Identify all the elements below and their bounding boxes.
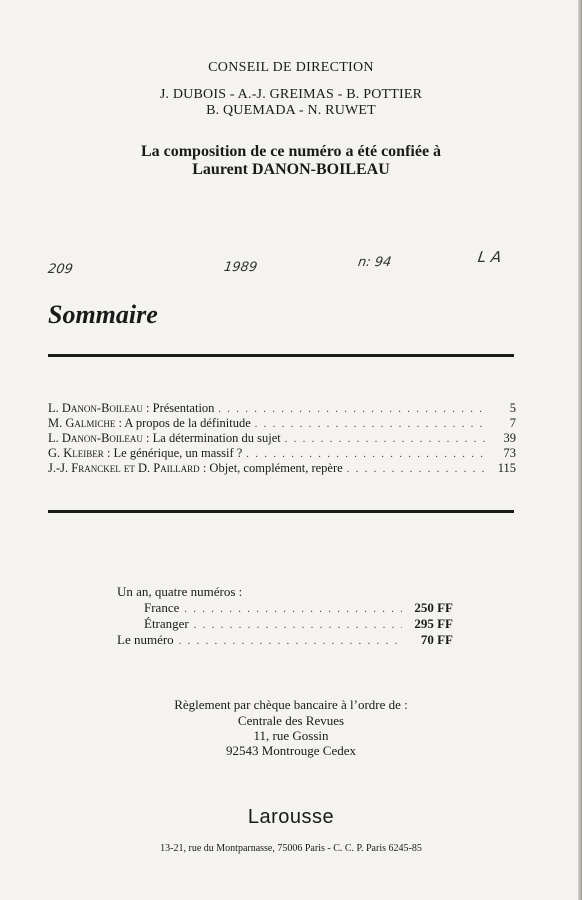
leader-dots (179, 634, 402, 650)
leader-dots (184, 602, 402, 618)
subscription-intro: Un an, quatre numéros : (117, 584, 243, 599)
handwritten-note: n: 94 (356, 255, 393, 270)
leader-dots (246, 447, 488, 462)
toc-entry[interactable] (48, 431, 516, 446)
page-edge-shadow (578, 0, 582, 900)
payment-street: 11, rue Gossin (253, 728, 329, 743)
council-members-line-2: B. QUEMADA - N. RUWET (206, 103, 376, 118)
toc-entry[interactable] (48, 461, 516, 476)
price-row (117, 600, 453, 616)
subscription-prices (117, 600, 453, 648)
publisher-logo: Larousse (247, 806, 335, 828)
divider (48, 354, 514, 357)
toc-page-number: 39 (503, 431, 516, 445)
toc-title: : A propos de la définitude (115, 416, 251, 430)
leader-dots (255, 417, 488, 432)
table-of-contents (48, 401, 516, 476)
leader-dots (194, 618, 402, 634)
council-members-line-1: J. DUBOIS - A.-J. GREIMAS - B. POTTIER (159, 87, 423, 102)
publisher-address: 13-21, rue du Montparnasse, 75006 Paris - C. C. P. Paris 6245-85 (160, 843, 422, 854)
council-title: CONSEIL DE DIRECTION (208, 60, 374, 75)
price-row (117, 632, 453, 648)
toc-author: J.-J. Franckel et D. Paillard (48, 461, 200, 475)
toc-page-number: 115 (497, 461, 516, 475)
toc-page-number: 5 (509, 401, 516, 415)
leader-dots (218, 402, 488, 417)
handwritten-note: 1989 (222, 260, 259, 275)
divider (48, 510, 514, 513)
price-value: 295 FF (414, 616, 453, 631)
toc-author: L. Danon-Boileau (48, 401, 143, 415)
toc-entry[interactable] (48, 446, 516, 461)
price-label: France (144, 600, 180, 615)
sommaire-heading: Sommaire (48, 300, 158, 329)
handwritten-note: L A (476, 248, 503, 266)
handwritten-note: 209 (46, 262, 74, 277)
toc-entry[interactable] (48, 416, 516, 431)
price-value: 250 FF (414, 600, 453, 615)
price-row (117, 616, 453, 632)
toc-title: : Présentation (142, 401, 215, 415)
price-label: Le numéro (117, 632, 174, 647)
composition-note-line-2: Laurent DANON-BOILEAU (192, 161, 390, 178)
toc-page-number: 73 (503, 446, 516, 460)
price-value: 70 FF (420, 632, 453, 647)
payment-instruction: Règlement par chèque bancaire à l’ordre de : (174, 697, 408, 712)
toc-entry[interactable] (48, 401, 516, 416)
toc-title: : La détermination du sujet (142, 431, 281, 445)
payment-payee: Centrale des Revues (237, 713, 345, 728)
price-label: Étranger (144, 616, 189, 631)
toc-title: : Le générique, un massif ? (103, 446, 243, 460)
toc-author: M. Galmiche (48, 416, 116, 430)
leader-dots (347, 462, 488, 477)
composition-note-line-1: La composition de ce numéro a été confiée à (140, 143, 442, 160)
toc-author: G. Kleiber (48, 446, 104, 460)
payment-city: 92543 Montrouge Cedex (226, 743, 356, 758)
toc-page-number: 7 (509, 416, 516, 430)
toc-author: L. Danon-Boileau (48, 431, 143, 445)
toc-title: : Objet, complément, repère (199, 461, 343, 475)
leader-dots (285, 432, 488, 447)
